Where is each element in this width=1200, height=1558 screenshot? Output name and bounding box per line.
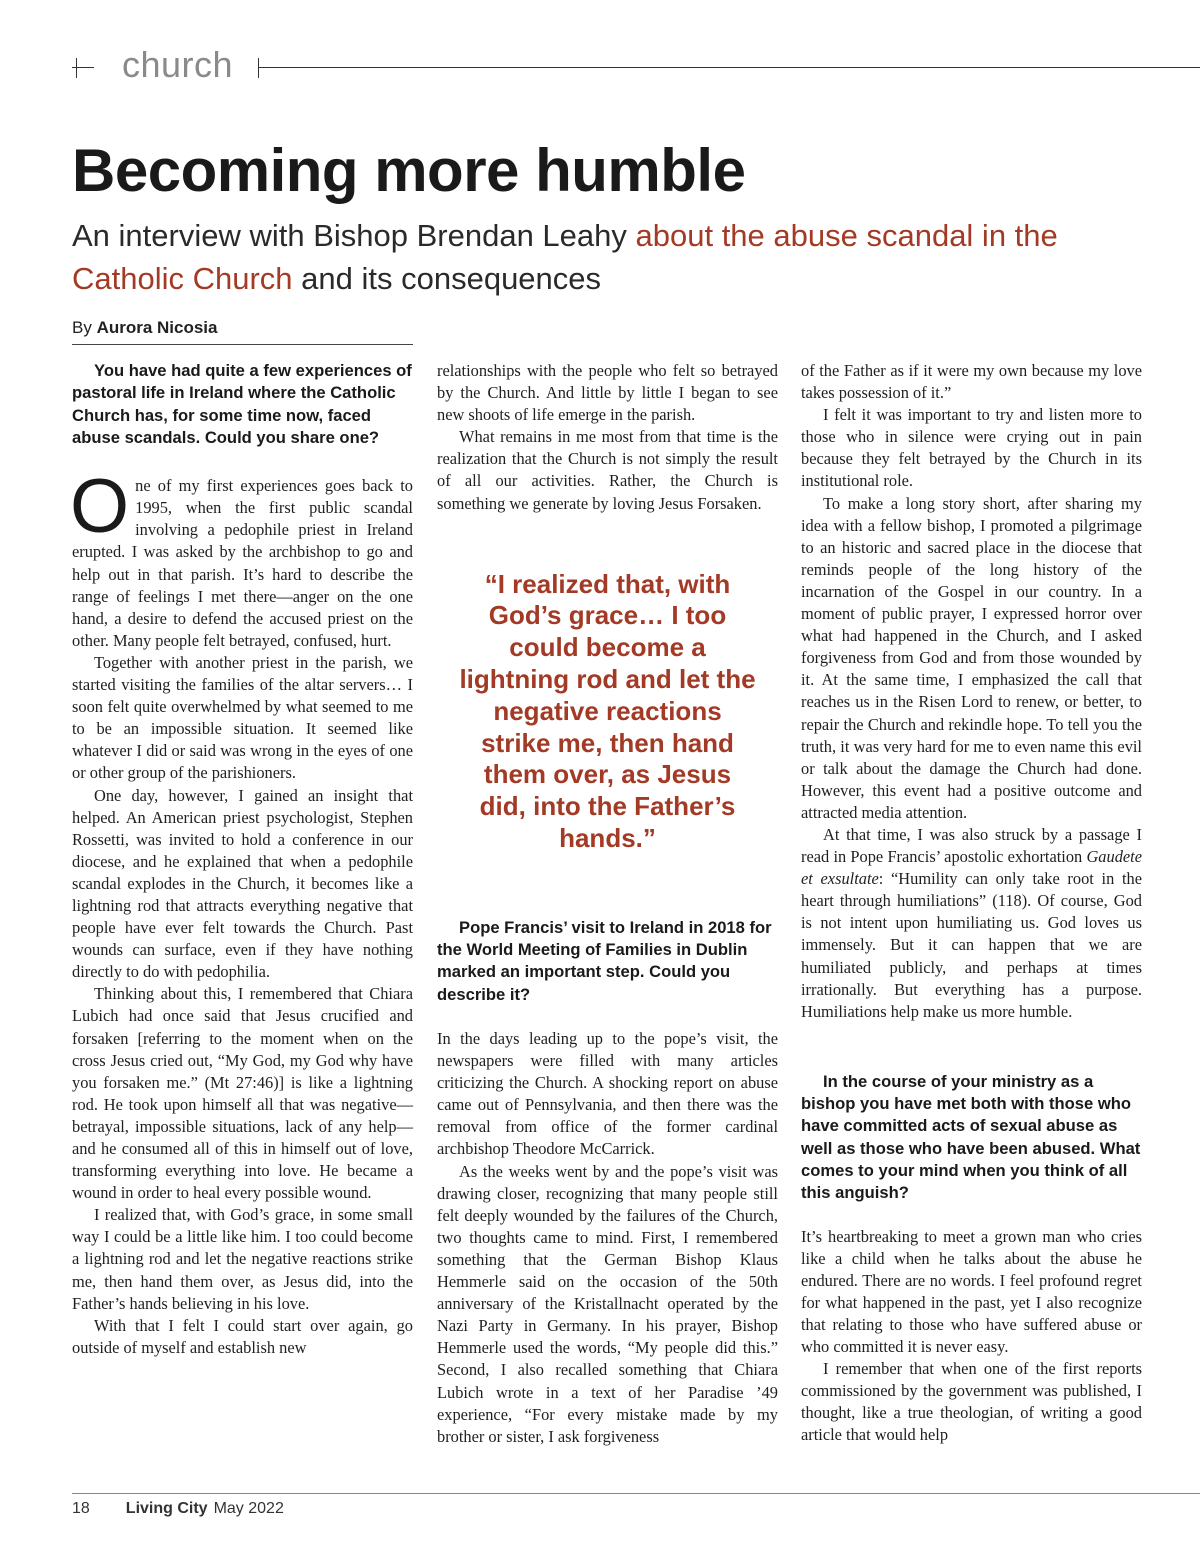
answer-paragraph: As the weeks went by and the pope’s visit was drawing closer, recognizing that many people still felt deeply wounded by the failures of the Church, two thoughts came to mind. First, I remembered something that the German Bishop Klaus Hemmerle said on the occasion of the 50th anniversary of the Kristallnacht operated by the Nazi Party in Germany. In his prayer, Bishop Hemmerle used the words, “My people did this.” Second, I also recalled something that Chiara Lubich wrote in a text of her Paradise ’49 experience, “For every mistake made by my brother or sister, I ask forgiveness (437, 1161, 778, 1446)
answer-paragraph: Thinking about this, I remembered that Chiara Lubich had once said that Jesus crucified and forsaken [referring to the moment when on the cross Jesus cried out, “My God, my God why have you forsaken me.” (Mt 27:46)] is like a lightning rod. He took upon himself all that was negative—betrayal, impossible situations, lack of any help—and he consumed all of this in himself out of love, transforming everything into love. He became a wound in order to heal every possible wound. (72, 984, 413, 1203)
drop-cap: O (70, 464, 130, 550)
section-label: church (122, 44, 234, 85)
subtitle-part1: An interview with Bishop Brendan Leahy (72, 218, 636, 253)
section-header (72, 44, 1200, 90)
answer-paragraph: One day, however, I gained an insight that helped. An American priest psychologist, Stephen Rossetti, was invited to hold a conference in our diocese, and he explained that when a pedophile scandal explodes in the Church, it becomes like a lightning rod that attracts everything negative that people have ever felt towards the Church. Past wounds can surface, even if they have nothing directly to do with pedophilia. (72, 785, 413, 982)
column-3 (801, 360, 1142, 1447)
answer-paragraph: I remember that when one of the first reports commissioned by the government was published, I thought, like a true theologian, of writing a good article that would help (801, 1359, 1142, 1445)
byline-author: Aurora Nicosia (96, 318, 218, 337)
answer-paragraph (70, 464, 413, 652)
article-subtitle (72, 214, 1072, 300)
pull-quote: “I realized that, with God’s grace… I too could become a lightning rod and let the negative reactions strike me, then hand them over, as Jesus did, into the Father’s hands.” (459, 568, 756, 854)
page-footer (72, 1500, 284, 1518)
article-title: Becoming more humble (72, 137, 746, 204)
answer-text: : “Humility can only take root in the heart through humiliations” (118). Of course, God is not intent upon humiliating us. God loves us immensely. But it can happen that we are humiliated publicly, and perhaps at times irrationally. But everything has a purpose. Humiliations help make us more humble. (801, 869, 1142, 1021)
subtitle-part2: and its consequences (292, 261, 602, 296)
answer-paragraph: What remains in me most from that time is the realization that the Church is not simply the result of all our activities. Rather, the Church is something we generate by loving Jesus Forsaken. (437, 427, 778, 513)
page-number: 18 (72, 1500, 90, 1517)
subtitle-accent: about the abuse scandal in the Catholic Church (72, 218, 1058, 296)
interview-question-2: Pope Francis’ visit to Ireland in 2018 for the World Meeting of Families in Dublin marked an important step. Could you describe it? (437, 917, 772, 1004)
answer-paragraph: With that I felt I could start over again, go outside of myself and establish new (72, 1315, 413, 1357)
interview-question-1: You have had quite a few experiences of pastoral life in Ireland where the Catholic Church has, for some time now, faced abuse scandals. Could you share one? (72, 361, 412, 447)
column-2 (437, 360, 778, 1448)
byline (72, 318, 413, 345)
answer-paragraph: It’s heartbreaking to meet a grown man who cries like a child when he talks about the abuse he endured. There are no words. I feel profound regret for what happened in the past, yet I also recognize that relating to those who have suffered abuse or who committed it is never easy. (801, 1226, 1142, 1357)
footer-rule (72, 1493, 1200, 1494)
answer-paragraph: I felt it was important to try and listen more to those who in silence were crying out in pain because they felt betrayed by the Church in its institutional role. (801, 405, 1142, 491)
section-right-tick (258, 58, 259, 78)
answer-paragraph: Together with another priest in the parish, we started visiting the families of the altar servers… I soon felt quite overwhelmed by what seemed to me to be an impossible situation. It seemed like whatever I did or said was wrong in the eyes of one or other group of the parishioners. (72, 652, 413, 783)
answer-paragraph (801, 824, 1142, 1023)
answer-text: At that time, I was also struck by a passage I read in Pope Francis’ apostolic exhortation (801, 824, 1142, 867)
issue-date: May 2022 (213, 1500, 284, 1517)
column-1 (72, 360, 413, 1359)
answer-paragraph: of the Father as if it were my own because my love takes possession of it.” (801, 361, 1142, 403)
section-rule (258, 67, 1200, 68)
answer-paragraph: I realized that, with God’s grace, in some small way I could be a little like him. I too could become a lightning rod and let the negative reactions strike me, then hand them over, as Jesus did, into the Father’s hands believing in his love. (72, 1205, 413, 1313)
answer-paragraph: In the days leading up to the pope’s visit, the newspapers were filled with many articles criticizing the Church. A shocking report on abuse came out of Pennsylvania, and then there was the removal from office of the former cardinal archbishop Theodore McCarrick. (437, 1029, 778, 1159)
interview-question-3: In the course of your ministry as a bishop you have met both with those who have committed acts of sexual abuse as well as those who have been abused. What comes to your mind when you think of all this anguish? (801, 1071, 1141, 1203)
book-title: Gaudete et exsultate (801, 847, 1142, 889)
answer-paragraph: To make a long story short, after sharing my idea with a fellow bishop, I promoted a pilgrimage to an historic and sacred place in the diocese that reminds people of the long history of the incarnation of the Gospel in our country. In a moment of public prayer, I expressed horror over what had happened in the Church, and I asked forgiveness from God and from those wounded by it. At the same time, I emphasized the call that reaches us in the Risen Lord to renew, or better, to repair the Church and rekindle hope. To tell you the truth, it was very hard for me to even name this evil or talk about the damage the Church had done. However, this event had a positive outcome and attracted media attention. (801, 493, 1142, 822)
answer-paragraph: relationships with the people who felt so betrayed by the Church. And little by little I began to see new shoots of life emerge in the parish. (437, 361, 778, 425)
magazine-name: Living City (125, 1500, 208, 1517)
answer-text: ne of my first experiences goes back to 1995, when the first public scandal involving a pedophile priest in Ireland erupted. I was asked by the archbishop to go and help out in that parish. It’s hard to describe the range of feelings I met there—anger on the one hand, a desire to defend the accused priest on the other. Many people felt betrayed, confused, hurt. (72, 476, 413, 650)
section-left-tick (76, 58, 77, 78)
byline-prefix: By (72, 318, 97, 337)
